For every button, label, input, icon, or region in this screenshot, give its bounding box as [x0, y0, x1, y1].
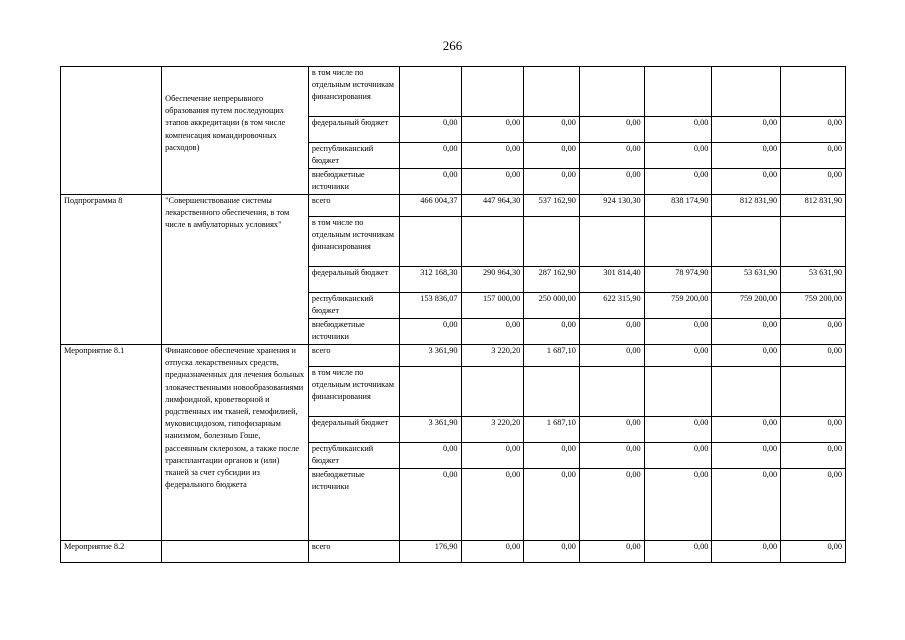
amount-cell: 838 174,90: [644, 195, 712, 217]
amount-cell: 0,00: [712, 143, 781, 169]
funding-source-cell: в том числе по отдельным источникам финансирования: [308, 367, 399, 417]
amount-cell: 0,00: [781, 469, 846, 541]
amount-cell: 0,00: [644, 417, 712, 443]
amount-cell: 759 200,00: [781, 293, 846, 319]
amount-cell: 759 200,00: [712, 293, 781, 319]
amount-cell: 812 831,90: [781, 195, 846, 217]
funding-source-cell: республиканский бюджет: [308, 443, 399, 469]
amount-cell: [524, 67, 580, 117]
table-row: [61, 67, 846, 117]
amount-cell: [644, 367, 712, 417]
amount-cell: [644, 217, 712, 267]
amount-cell: 0,00: [524, 117, 580, 143]
amount-cell: [399, 217, 461, 267]
amount-cell: 0,00: [644, 469, 712, 541]
table-row: [61, 541, 846, 563]
amount-cell: [781, 217, 846, 267]
program-name-cell: Финансовое обеспечение хранения и отпуска лекарственных средств, предназначенных для лечения больных злокачественными новообразованиями лимфоидной, кроветворной и родственных им тканей, гемофилией, муковисцидозом, гипофизарным нанизмом, болезнью Гоше, рассеянным склерозом, а также после трансплантации органов и (или) тканей за счет субсидии из федерального бюджета: [162, 345, 309, 541]
amount-cell: 0,00: [712, 443, 781, 469]
amount-cell: 0,00: [781, 117, 846, 143]
program-name-cell: "Совершенствование системы лекарственного обеспечения, в том числе в амбулаторных условиях": [162, 195, 309, 345]
amount-cell: 0,00: [579, 541, 644, 563]
amount-cell: 0,00: [644, 541, 712, 563]
amount-cell: [524, 367, 580, 417]
funding-source-cell: федеральный бюджет: [308, 117, 399, 143]
amount-cell: 0,00: [644, 143, 712, 169]
program-code-cell: Мероприятие 8.2: [61, 541, 162, 563]
amount-cell: 1 687,10: [524, 345, 580, 367]
amount-cell: 0,00: [712, 117, 781, 143]
amount-cell: [712, 217, 781, 267]
amount-cell: 0,00: [461, 541, 524, 563]
amount-cell: 301 814,40: [579, 267, 644, 293]
amount-cell: 0,00: [399, 319, 461, 345]
amount-cell: [712, 367, 781, 417]
program-code-cell: [61, 67, 162, 195]
funding-source-cell: в том числе по отдельным источникам финансирования: [308, 67, 399, 117]
amount-cell: 0,00: [461, 319, 524, 345]
amount-cell: 3 361,90: [399, 345, 461, 367]
funding-source-cell: внебюджетные источники: [308, 319, 399, 345]
amount-cell: 0,00: [524, 469, 580, 541]
amount-cell: 153 836,07: [399, 293, 461, 319]
amount-cell: 622 315,90: [579, 293, 644, 319]
amount-cell: [712, 67, 781, 117]
amount-cell: 0,00: [644, 319, 712, 345]
amount-cell: 0,00: [781, 443, 846, 469]
amount-cell: 176,90: [399, 541, 461, 563]
amount-cell: 287 162,90: [524, 267, 580, 293]
amount-cell: [399, 367, 461, 417]
amount-cell: 0,00: [781, 169, 846, 195]
amount-cell: 812 831,90: [712, 195, 781, 217]
page-number: 266: [442, 38, 463, 53]
program-name-cell: Обеспечение непрерывного образования путем последующих этапов аккредитации (в том числе компенсация командировочных расходов): [162, 67, 309, 195]
amount-cell: [524, 217, 580, 267]
amount-cell: 0,00: [712, 319, 781, 345]
amount-cell: 0,00: [781, 417, 846, 443]
amount-cell: 53 631,90: [781, 267, 846, 293]
funding-source-cell: всего: [308, 195, 399, 217]
amount-cell: [579, 217, 644, 267]
amount-cell: 924 130,30: [579, 195, 644, 217]
amount-cell: 0,00: [712, 345, 781, 367]
budget-table: [60, 66, 846, 563]
amount-cell: 0,00: [399, 143, 461, 169]
amount-cell: 0,00: [579, 345, 644, 367]
amount-cell: 0,00: [644, 117, 712, 143]
amount-cell: 447 964,30: [461, 195, 524, 217]
amount-cell: 0,00: [399, 469, 461, 541]
amount-cell: 0,00: [524, 319, 580, 345]
amount-cell: 0,00: [524, 143, 580, 169]
amount-cell: [579, 67, 644, 117]
amount-cell: 0,00: [781, 143, 846, 169]
amount-cell: 0,00: [781, 541, 846, 563]
funding-source-cell: всего: [308, 541, 399, 563]
amount-cell: [461, 67, 524, 117]
amount-cell: [781, 67, 846, 117]
amount-cell: [461, 367, 524, 417]
program-code-cell: Подпрограмма 8: [61, 195, 162, 345]
amount-cell: 0,00: [644, 169, 712, 195]
amount-cell: 3 361,90: [399, 417, 461, 443]
amount-cell: 0,00: [524, 443, 580, 469]
amount-cell: [461, 217, 524, 267]
funding-source-cell: федеральный бюджет: [308, 417, 399, 443]
amount-cell: 0,00: [461, 117, 524, 143]
amount-cell: 466 004,37: [399, 195, 461, 217]
amount-cell: 0,00: [579, 117, 644, 143]
amount-cell: 3 220,20: [461, 345, 524, 367]
funding-source-cell: в том числе по отдельным источникам финансирования: [308, 217, 399, 267]
amount-cell: 0,00: [579, 443, 644, 469]
amount-cell: 0,00: [399, 169, 461, 195]
amount-cell: 0,00: [781, 345, 846, 367]
amount-cell: 0,00: [524, 169, 580, 195]
amount-cell: 0,00: [781, 319, 846, 345]
amount-cell: 0,00: [579, 417, 644, 443]
amount-cell: 157 000,00: [461, 293, 524, 319]
amount-cell: 0,00: [712, 469, 781, 541]
amount-cell: 0,00: [579, 469, 644, 541]
amount-cell: 53 631,90: [712, 267, 781, 293]
amount-cell: 1 687,10: [524, 417, 580, 443]
amount-cell: 250 000,00: [524, 293, 580, 319]
amount-cell: [579, 367, 644, 417]
program-name-cell: [162, 541, 309, 563]
amount-cell: 0,00: [579, 169, 644, 195]
funding-source-cell: внебюджетные источники: [308, 169, 399, 195]
amount-cell: 537 162,90: [524, 195, 580, 217]
funding-source-cell: внебюджетные источники: [308, 469, 399, 541]
amount-cell: 0,00: [712, 417, 781, 443]
amount-cell: 312 168,30: [399, 267, 461, 293]
amount-cell: 290 964,30: [461, 267, 524, 293]
amount-cell: 0,00: [461, 143, 524, 169]
table-row: [61, 195, 846, 217]
amount-cell: 78 974,90: [644, 267, 712, 293]
amount-cell: 3 220,20: [461, 417, 524, 443]
amount-cell: [399, 67, 461, 117]
amount-cell: 0,00: [461, 469, 524, 541]
amount-cell: [781, 367, 846, 417]
amount-cell: 0,00: [712, 541, 781, 563]
funding-source-cell: республиканский бюджет: [308, 293, 399, 319]
amount-cell: 0,00: [399, 117, 461, 143]
funding-source-cell: федеральный бюджет: [308, 267, 399, 293]
funding-source-cell: всего: [308, 345, 399, 367]
table-row: [61, 345, 846, 367]
amount-cell: 0,00: [712, 169, 781, 195]
amount-cell: 0,00: [461, 443, 524, 469]
table-body: [61, 67, 846, 563]
amount-cell: 759 200,00: [644, 293, 712, 319]
amount-cell: 0,00: [399, 443, 461, 469]
program-code-cell: Мероприятие 8.1: [61, 345, 162, 541]
amount-cell: 0,00: [579, 143, 644, 169]
amount-cell: 0,00: [524, 541, 580, 563]
amount-cell: 0,00: [644, 345, 712, 367]
amount-cell: 0,00: [644, 443, 712, 469]
funding-source-cell: республиканский бюджет: [308, 143, 399, 169]
amount-cell: 0,00: [461, 169, 524, 195]
amount-cell: 0,00: [579, 319, 644, 345]
amount-cell: [644, 67, 712, 117]
